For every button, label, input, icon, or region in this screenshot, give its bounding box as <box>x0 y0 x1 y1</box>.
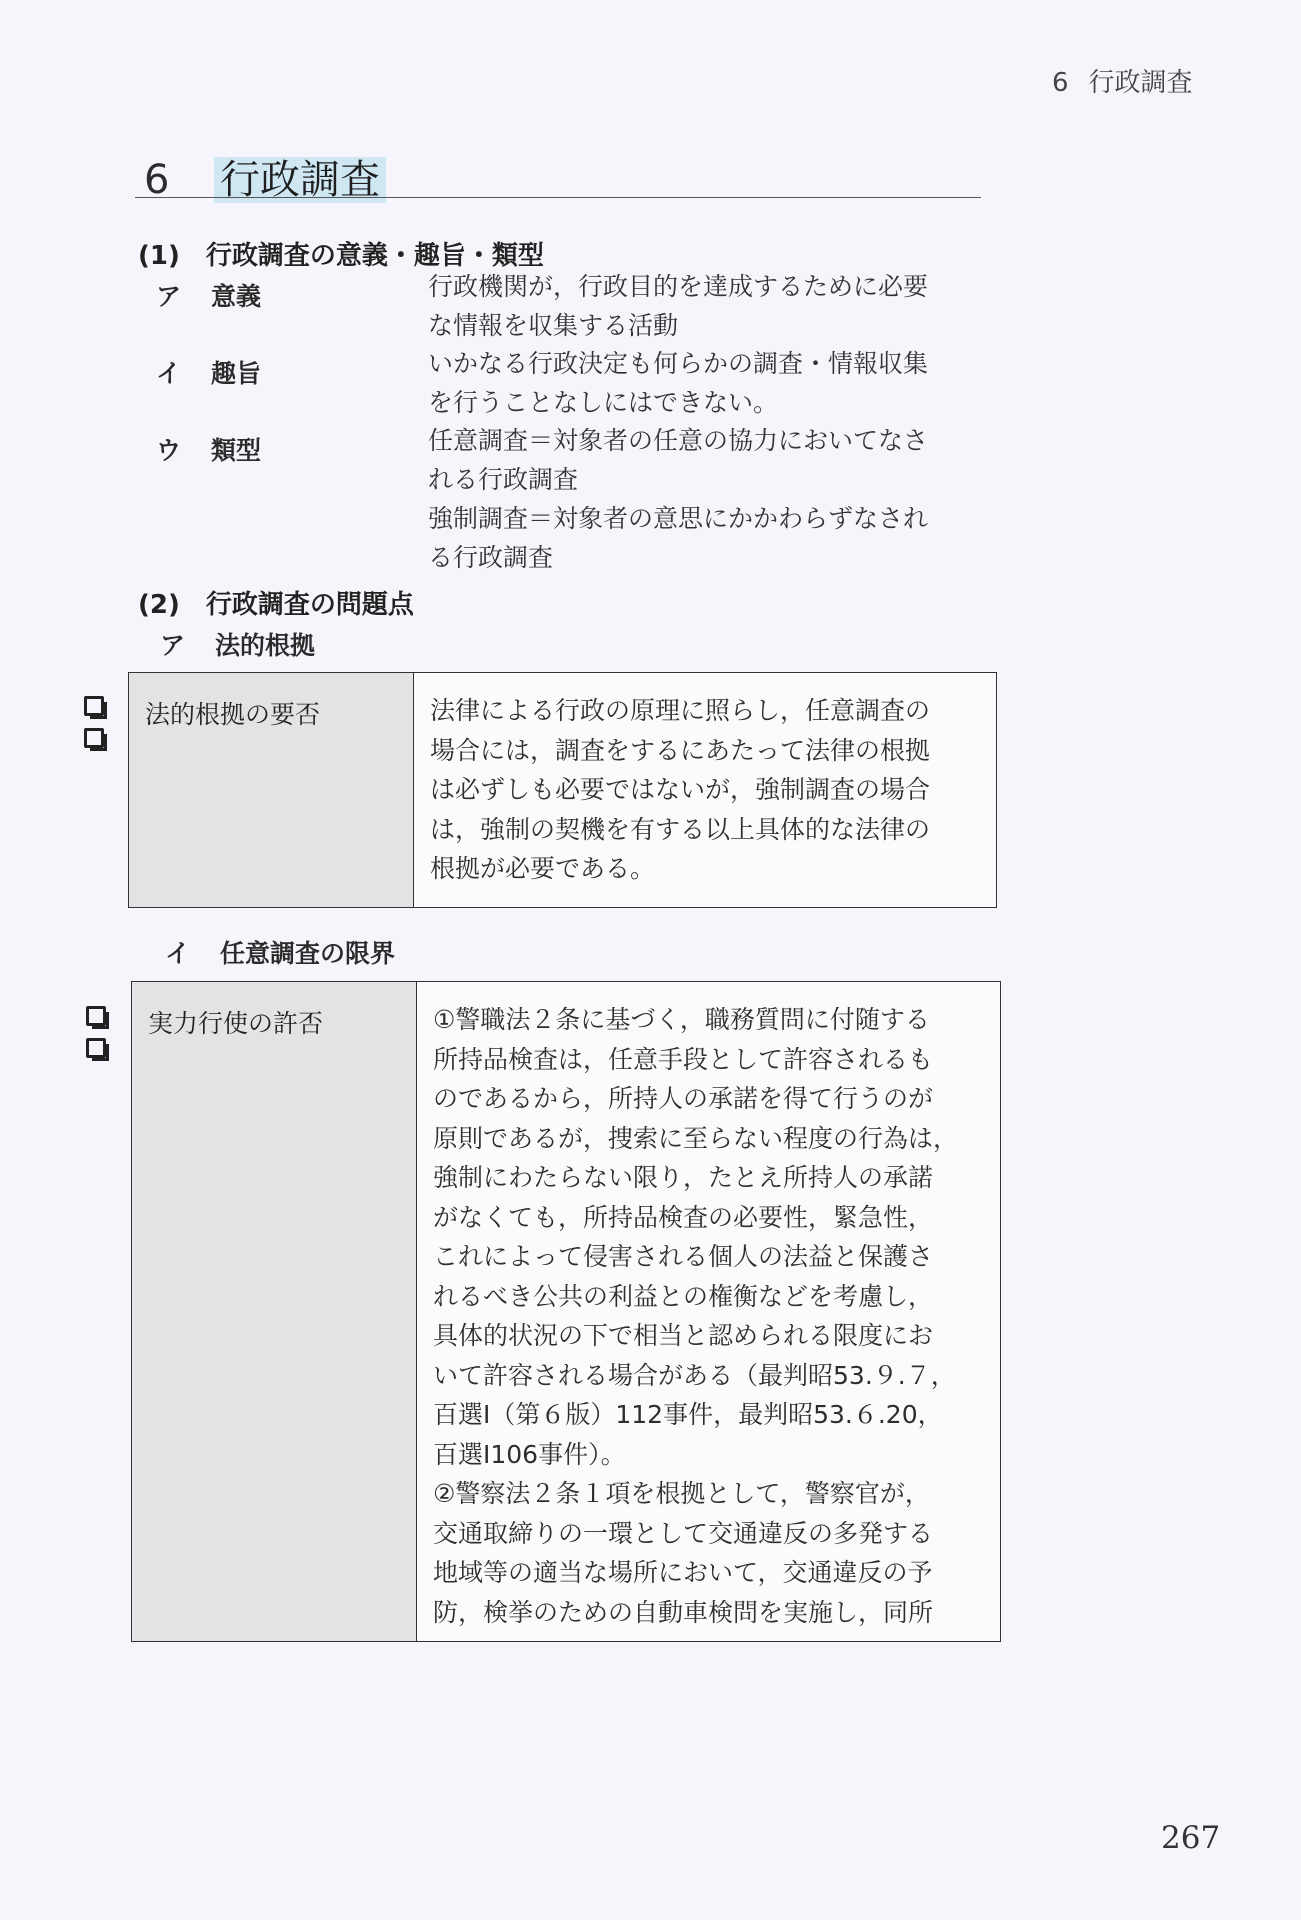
checkbox-icon[interactable] <box>86 1038 106 1058</box>
section1-heading: (1) 行政調査の意義・趣旨・類型 <box>138 241 544 271</box>
desc-line: 強制調査＝対象者の意思にかかわらずなされ <box>428 504 929 533</box>
box-force-use-content <box>417 982 972 1641</box>
box-line: は必ずしも必要ではないが，強制調査の場合 <box>430 775 931 804</box>
box-line: れるべき公共の利益との権衡などを考慮し， <box>433 1281 934 1311</box>
desc-line: な情報を収集する活動 <box>428 311 679 340</box>
running-header-number: 6 <box>1052 68 1069 98</box>
chapter-title-text: 行政調査 <box>214 157 386 203</box>
item-purpose-label: 趣旨 <box>211 359 262 388</box>
box-line: 百選Ⅰ106事件）。 <box>433 1439 626 1469</box>
sub-voluntary-limits <box>165 934 395 970</box>
item-types-desc <box>428 421 928 577</box>
desc-line: 行政機関が，行政目的を達成するために必要 <box>428 272 929 301</box>
desc-line: る行政調査 <box>428 543 554 572</box>
box-line: ①警職法２条に基づく，職務質問に付随する <box>433 1005 930 1034</box>
item-purpose-desc <box>428 344 928 422</box>
running-header <box>1052 62 1193 99</box>
item-meaning-label: 意義 <box>211 282 262 311</box>
box-line: 法律による行政の原理に照らし，任意調査の <box>430 696 931 725</box>
item-types-kana: ウ <box>156 436 182 465</box>
box-force-use-label: 実力行使の許否 <box>132 982 417 1641</box>
desc-line: いかなる行政決定も何らかの調査・情報収集 <box>428 349 929 378</box>
page-number: 267 <box>1161 1820 1221 1856</box>
box-line: 具体的状況の下で相当と認められる限度にお <box>433 1321 934 1350</box>
box-line: 所持品検査は，任意手段として許容されるも <box>433 1044 934 1074</box>
chapter-title-number: 6 <box>144 157 170 203</box>
box-force-use <box>131 981 1001 1642</box>
box-legal-basis-content <box>414 673 944 907</box>
box-line: 場合には，調査をするにあたって法律の根拠 <box>430 735 931 765</box>
box-line: 防，検挙のための自動車検問を実施し，同所 <box>433 1597 934 1627</box>
desc-line: れる行政調査 <box>428 465 579 494</box>
box-line: 根拠が必要である。 <box>430 854 656 883</box>
checkbox-icon[interactable] <box>86 1006 106 1026</box>
box-line: 交通取締りの一環として交通違反の多発する <box>433 1518 934 1548</box>
item-types-label: 類型 <box>211 436 262 465</box>
desc-line: 任意調査＝対象者の任意の協力においてなさ <box>428 426 929 455</box>
box-line: 強制にわたらない限り，たとえ所持人の承諾 <box>433 1163 934 1192</box>
item-meaning <box>156 277 261 313</box>
item-types <box>156 431 261 467</box>
box-line: 百選Ⅰ（第６版）112事件，最判昭53.６.20， <box>433 1400 943 1429</box>
box-line: ②警察法２条１項を根拠として，警察官が， <box>433 1479 930 1508</box>
section2-heading: (2) 行政調査の問題点 <box>138 590 414 620</box>
sub-legal-basis <box>160 626 315 662</box>
desc-line: を行うことなしにはできない。 <box>428 388 779 417</box>
box-line: がなくても，所持品検査の必要性，緊急性， <box>433 1202 934 1232</box>
running-header-title: 行政調査 <box>1088 68 1193 98</box>
box-line: は，強制の契機を有する以上具体的な法律の <box>430 814 931 844</box>
box-line: のであるから，所持人の承諾を得て行うのが <box>433 1084 934 1113</box>
sub-legal-basis-kana: ア <box>160 631 186 660</box>
item-meaning-kana: ア <box>156 282 182 311</box>
item-meaning-desc <box>428 267 928 345</box>
checkbox-icon[interactable] <box>84 728 104 748</box>
item-purpose-kana: イ <box>156 359 182 388</box>
title-rule <box>135 197 981 198</box>
sub-voluntary-limits-kana: イ <box>165 939 191 968</box>
sub-legal-basis-label: 法的根拠 <box>215 631 316 660</box>
item-purpose <box>156 354 261 390</box>
box-legal-basis <box>128 672 997 908</box>
box-line: 原則であるが，捜索に至らない程度の行為は， <box>433 1123 959 1153</box>
box-line: 地域等の適当な場所において，交通違反の予 <box>433 1558 933 1587</box>
box-line: いて許容される場合がある（最判昭53.９.７， <box>433 1360 956 1390</box>
checkbox-icon[interactable] <box>84 696 104 716</box>
sub-voluntary-limits-label: 任意調査の限界 <box>220 939 396 968</box>
box-line: これによって侵害される個人の法益と保護さ <box>433 1242 934 1271</box>
box-legal-basis-label: 法的根拠の要否 <box>129 673 414 907</box>
